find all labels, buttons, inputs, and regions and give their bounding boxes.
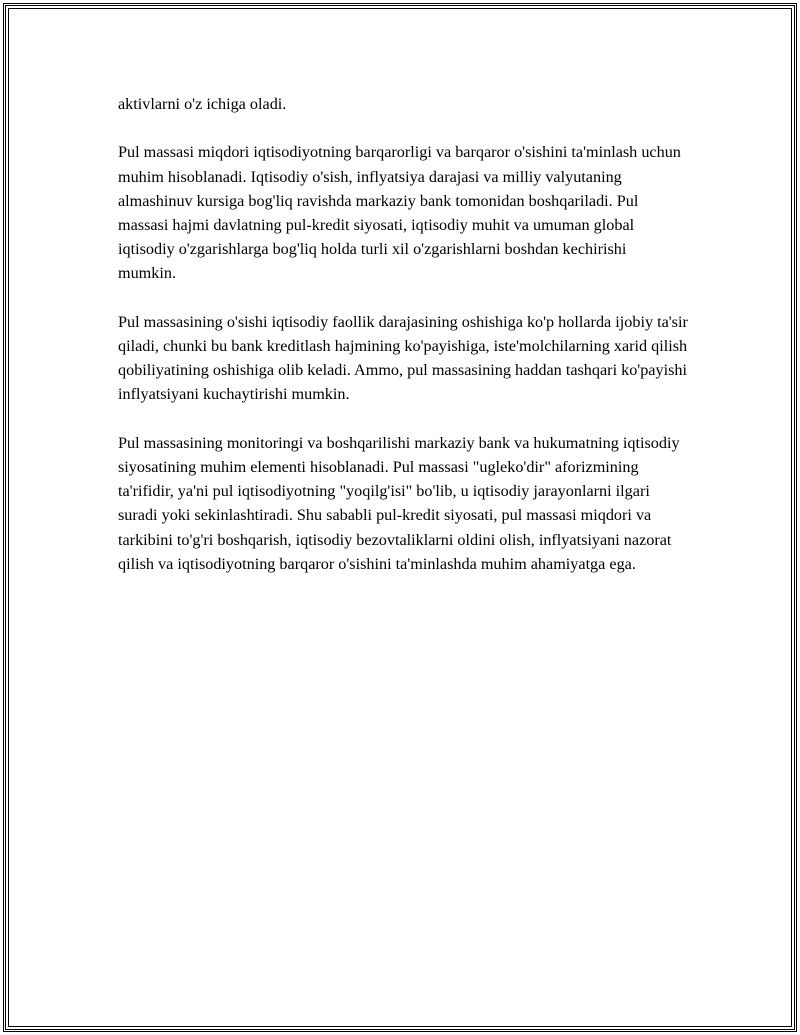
paragraph-money-supply-growth: Pul massasining o'sishi iqtisodiy faollik darajasining oshishiga ko'p hollarda ijobiy ta'sir qiladi, chunki bu bank kreditlash hajmining ko'payishiga, iste'molchilarning xarid qilish qobiliyatining oshishiga olib keladi. Ammo, pul massasining haddan tashqari ko'payishi inflyatsiyani kuchaytirishi mumkin. (118, 312, 688, 404)
paragraph-monitoring-management: Pul massasining monitoringi va boshqarilishi markaziy bank va hukumatning iqtisodiy siyosatining muhim elementi hisoblanadi. Pul massasi "ugleko'dir" aforizmining ta'rifidir, ya'ni pul iqtisodiyotning "yoqilg'isi" bo'lib, u iqtisodiy jarayonlarni ilgari suradi yoki sekinlashtiradi. Shu sababli pul-kredit siyosati, pul massasi miqdori va tarkibini to'g'ri boshqarish, iqtisodiy bezovtaliklarni oldini olish, inflyatsiyani nazorat qilish va iqtisodiyotning barqaror o'sishini ta'minlashda muhim ahamiyatga ega. (118, 433, 680, 573)
document-body (118, 92, 688, 600)
paragraph-continuation: aktivlarni o'z ichiga oladi. (118, 95, 287, 113)
paragraph-money-supply-importance: Pul massasi miqdori iqtisodiyotning barqarorligi va barqaror o'sishini ta'minlash uchun muhim hisoblanadi. Iqtisodiy o'sish, inflyatsiya darajasi va milliy valyutaning almashinuv kursiga bog'liq ravishda markaziy bank tomonidan boshqariladi. Pul massasi hajmi davlatning pul-kredit siyosati, iqtisodiy muhit va umuman global iqtisodiy o'zgarishlarga bog'liq holda turli xil o'zgarishlarni boshdan kechirishi mumkin. (118, 143, 681, 283)
